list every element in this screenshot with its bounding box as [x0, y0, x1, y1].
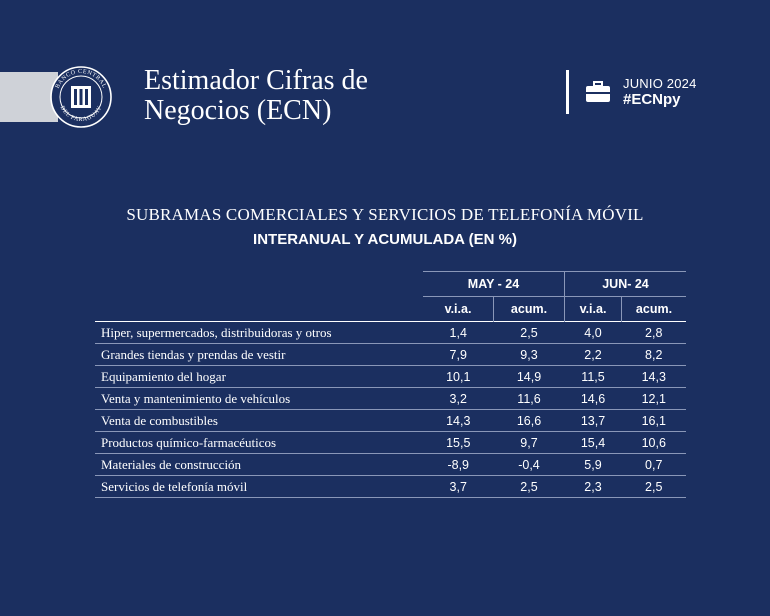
period-header-may: MAY - 24 [423, 272, 565, 297]
table-row [95, 410, 686, 432]
report-date: JUNIO 2024 [623, 76, 697, 91]
cell-jun-via: 14,6 [565, 388, 622, 410]
cell-jun-via: 13,7 [565, 410, 622, 432]
table-row [95, 322, 686, 344]
cell-jun-acum: 2,8 [622, 322, 687, 344]
table-row [95, 344, 686, 366]
briefcase-icon [585, 81, 611, 103]
section-subtitle: INTERANUAL Y ACUMULADA (EN %) [253, 231, 517, 248]
col-header-acum: acum. [494, 297, 565, 322]
row-label: Productos químico-farmacéuticos [95, 432, 423, 454]
row-label: Venta de combustibles [95, 410, 423, 432]
cell-jun-acum: 8,2 [622, 344, 687, 366]
cell-jun-via: 4,0 [565, 322, 622, 344]
col-header-via: v.i.a. [444, 302, 472, 316]
title-line-1: Estimador Cifras de [144, 65, 368, 96]
cell-jun-via: 2,3 [565, 476, 622, 498]
cell-jun-via: 11,5 [565, 366, 622, 388]
cell-jun-via: 2,2 [565, 344, 622, 366]
page-title [144, 66, 368, 126]
row-label: Equipamiento del hogar [95, 366, 423, 388]
cell-may-via: 3,7 [423, 476, 494, 498]
table-row [95, 432, 686, 454]
title-line-2: Negocios (ECN) [144, 95, 332, 126]
seal-logo [50, 66, 112, 128]
cell-jun-via: 15,4 [565, 432, 622, 454]
table-row [95, 476, 686, 498]
section-title: SUBRAMAS COMERCIALES Y SERVICIOS DE TELEFONÍA MÓVIL [126, 205, 644, 224]
cell-jun-acum: 10,6 [622, 432, 687, 454]
row-label: Materiales de construcción [95, 454, 423, 476]
cell-may-acum: 9,7 [494, 432, 565, 454]
header-date-block [566, 70, 697, 114]
cell-may-acum: 11,6 [494, 388, 565, 410]
cell-may-via: 3,2 [423, 388, 494, 410]
data-table [95, 271, 686, 498]
col-header-acum: acum. [622, 297, 687, 322]
row-label: Hiper, supermercados, distribuidoras y otros [95, 322, 423, 344]
cell-may-acum: 16,6 [494, 410, 565, 432]
svg-text:BANCO CENTRAL: BANCO CENTRAL [54, 68, 108, 90]
cell-may-via: 10,1 [423, 366, 494, 388]
cell-may-via: 7,9 [423, 344, 494, 366]
svg-text:DEL PARAGUAY: DEL PARAGUAY [58, 105, 104, 124]
table-row [95, 388, 686, 410]
cell-may-acum: 2,5 [494, 322, 565, 344]
cell-jun-via: 5,9 [565, 454, 622, 476]
table-body [95, 322, 686, 498]
hashtag: #ECNpy [623, 91, 681, 108]
col-header-via: v.i.a. [565, 297, 622, 322]
row-label: Grandes tiendas y prendas de vestir [95, 344, 423, 366]
cell-may-via: 1,4 [423, 322, 494, 344]
period-header-jun: JUN- 24 [565, 272, 687, 297]
cell-jun-acum: 12,1 [622, 388, 687, 410]
cell-jun-acum: 16,1 [622, 410, 687, 432]
cell-may-acum: 9,3 [494, 344, 565, 366]
row-label: Servicios de telefonía móvil [95, 476, 423, 498]
table-row [95, 366, 686, 388]
cell-may-acum: 2,5 [494, 476, 565, 498]
cell-may-via: 14,3 [423, 410, 494, 432]
cell-may-via: -8,9 [423, 454, 494, 476]
cell-jun-acum: 2,5 [622, 476, 687, 498]
row-label: Venta y mantenimiento de vehículos [95, 388, 423, 410]
cell-may-acum: -0,4 [494, 454, 565, 476]
table-row [95, 454, 686, 476]
cell-jun-acum: 14,3 [622, 366, 687, 388]
cell-may-acum: 14,9 [494, 366, 565, 388]
cell-jun-acum: 0,7 [622, 454, 687, 476]
cell-may-via: 15,5 [423, 432, 494, 454]
